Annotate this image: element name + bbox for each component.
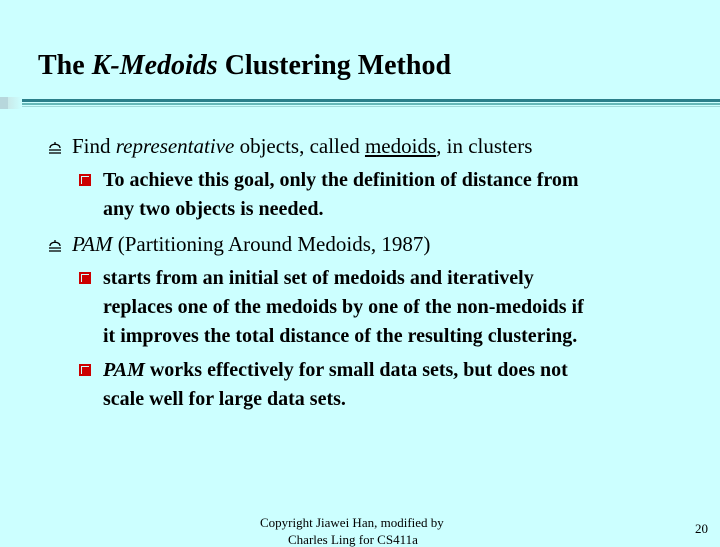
sub-bullet-2-2-line-1: PAM works effectively for small data sets, but does not xyxy=(103,359,568,381)
square-bullet-icon xyxy=(79,364,92,377)
bullet-1-text: Find representative objects, called medoids, in clusters xyxy=(72,134,533,158)
sub-bullet-1-1-line-1: To achieve this goal, only the definition of distance from xyxy=(103,169,579,191)
sub-bullet-2-1-line-2: replaces one of the medoids by one of the non-medoids if xyxy=(103,296,584,318)
sub-bullet-2-1-line-1: starts from an initial set of medoids and iteratively xyxy=(103,267,534,289)
sub-bullet-2-1-line-3: it improves the total distance of the resulting clustering. xyxy=(103,325,578,347)
title-post: Clustering Method xyxy=(217,50,452,81)
square-bullet-icon xyxy=(79,174,92,187)
sub-bullet-1-1-line-2: any two objects is needed. xyxy=(103,198,324,220)
title-divider xyxy=(0,97,720,109)
title-pre: The xyxy=(38,50,92,81)
square-bullet-icon xyxy=(79,272,92,285)
scroll-bullet-icon xyxy=(47,237,63,253)
slide-title xyxy=(38,52,451,80)
title-italic: K-Medoids xyxy=(91,50,218,81)
scroll-bullet-icon xyxy=(47,139,63,155)
page-number: 20 xyxy=(695,521,708,536)
bullet-2-text: PAM (Partitioning Around Medoids, 1987) xyxy=(72,232,431,256)
footer-copyright-line-1: Copyright Jiawei Han, modified by xyxy=(260,515,444,530)
footer-copyright-line-2: Charles Ling for CS411a xyxy=(288,532,418,547)
sub-bullet-2-2-line-2: scale well for large data sets. xyxy=(103,388,346,410)
